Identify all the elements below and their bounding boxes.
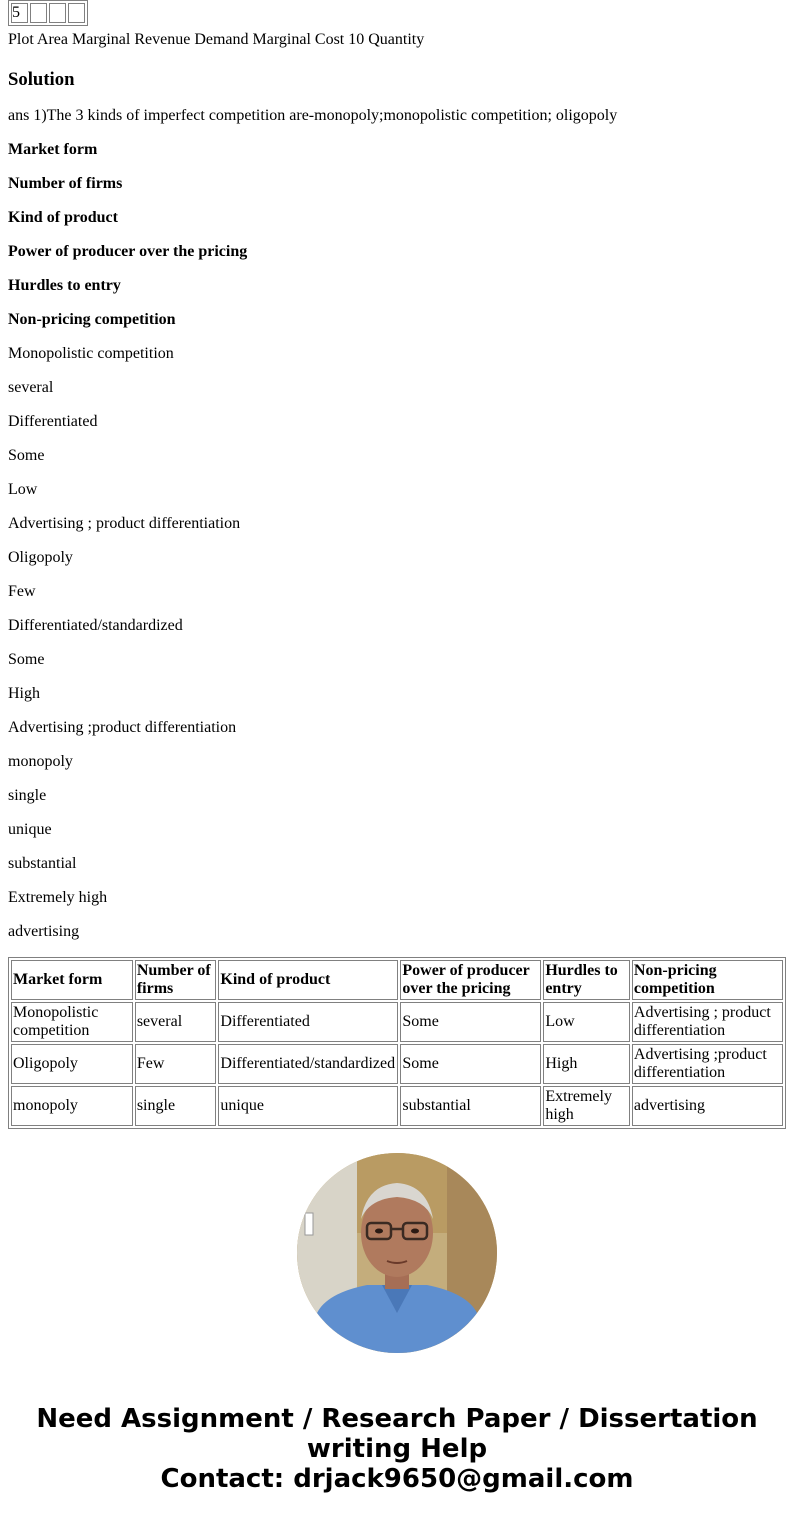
table-cell: Advertising ; product differentiation bbox=[632, 1002, 783, 1042]
list-item: Few bbox=[8, 583, 36, 600]
portrait-image bbox=[297, 1153, 497, 1353]
header-number-of-firms: Number of firms bbox=[8, 175, 123, 192]
table-header-cell: Market form bbox=[11, 960, 133, 1000]
header-hurdles: Hurdles to entry bbox=[8, 277, 121, 294]
table-cell: single bbox=[135, 1086, 217, 1126]
table-cell: Some bbox=[400, 1044, 541, 1084]
list-item: Oligopoly bbox=[8, 549, 73, 566]
list-item: several bbox=[8, 379, 54, 396]
table-row bbox=[11, 1002, 783, 1042]
chart-cell bbox=[30, 3, 47, 23]
market-forms-table bbox=[8, 957, 786, 1129]
table-cell: Monopolistic competition bbox=[11, 1002, 133, 1042]
chart-cell bbox=[49, 3, 66, 23]
list-item: Advertising ;product differentiation bbox=[8, 719, 237, 736]
list-item: monopoly bbox=[8, 753, 73, 770]
solution-heading: Solution bbox=[8, 69, 75, 90]
list-item: unique bbox=[8, 821, 52, 838]
answer-text: ans 1)The 3 kinds of imperfect competition are-monopoly;monopolistic competition; oligopoly bbox=[8, 107, 618, 124]
list-item: High bbox=[8, 685, 40, 702]
table-cell: Low bbox=[543, 1002, 630, 1042]
list-item: Some bbox=[8, 447, 45, 464]
table-cell: High bbox=[543, 1044, 630, 1084]
chart-cell bbox=[68, 3, 85, 23]
list-item: single bbox=[8, 787, 47, 804]
chart-cell: 5 bbox=[11, 3, 28, 23]
table-cell: advertising bbox=[632, 1086, 783, 1126]
list-item: Low bbox=[8, 481, 38, 498]
table-cell: Few bbox=[135, 1044, 217, 1084]
table-header-cell: Power of producer over the pricing bbox=[400, 960, 541, 1000]
table-header-cell: Hurdles to entry bbox=[543, 960, 630, 1000]
banner-line-2: writing Help bbox=[306, 1434, 488, 1464]
list-item: advertising bbox=[8, 923, 80, 940]
chart-legend-text: Plot Area Marginal Revenue Demand Marginal Cost 10 Quantity bbox=[8, 31, 425, 48]
list-item: substantial bbox=[8, 855, 77, 872]
list-item: Extremely high bbox=[8, 889, 108, 906]
avatar bbox=[297, 1153, 497, 1353]
table-header-cell: Kind of product bbox=[218, 960, 398, 1000]
table-cell: Differentiated/standardized bbox=[218, 1044, 398, 1084]
table-cell: substantial bbox=[400, 1086, 541, 1126]
table-row bbox=[11, 1044, 783, 1084]
table-cell: Extremely high bbox=[543, 1086, 630, 1126]
table-header-cell: Non-pricing competition bbox=[632, 960, 783, 1000]
list-item: Differentiated/standardized bbox=[8, 617, 183, 634]
list-item: Some bbox=[8, 651, 45, 668]
banner-contact: Contact: drjack9650@gmail.com bbox=[160, 1464, 634, 1494]
table-cell: Some bbox=[400, 1002, 541, 1042]
table-cell: Advertising ;product differentiation bbox=[632, 1044, 783, 1084]
table-row bbox=[11, 1086, 783, 1126]
header-pricing-power: Power of producer over the pricing bbox=[8, 243, 248, 260]
table-cell: unique bbox=[218, 1086, 398, 1126]
table-cell: Oligopoly bbox=[11, 1044, 133, 1084]
table-cell: several bbox=[135, 1002, 217, 1042]
banner-line-1: Need Assignment / Research Paper / Dissertation bbox=[36, 1404, 758, 1434]
table-header-row bbox=[11, 960, 783, 1000]
header-kind-of-product: Kind of product bbox=[8, 209, 118, 226]
header-market-form: Market form bbox=[8, 141, 98, 158]
promo-banner bbox=[0, 1404, 794, 1494]
table-cell: Differentiated bbox=[218, 1002, 398, 1042]
chart-placeholder-table bbox=[8, 0, 88, 26]
list-item: Monopolistic competition bbox=[8, 345, 174, 362]
list-item: Advertising ; product differentiation bbox=[8, 515, 241, 532]
table-cell: monopoly bbox=[11, 1086, 133, 1126]
header-non-pricing: Non-pricing competition bbox=[8, 311, 176, 328]
list-item: Differentiated bbox=[8, 413, 98, 430]
table-header-cell: Number of firms bbox=[135, 960, 217, 1000]
